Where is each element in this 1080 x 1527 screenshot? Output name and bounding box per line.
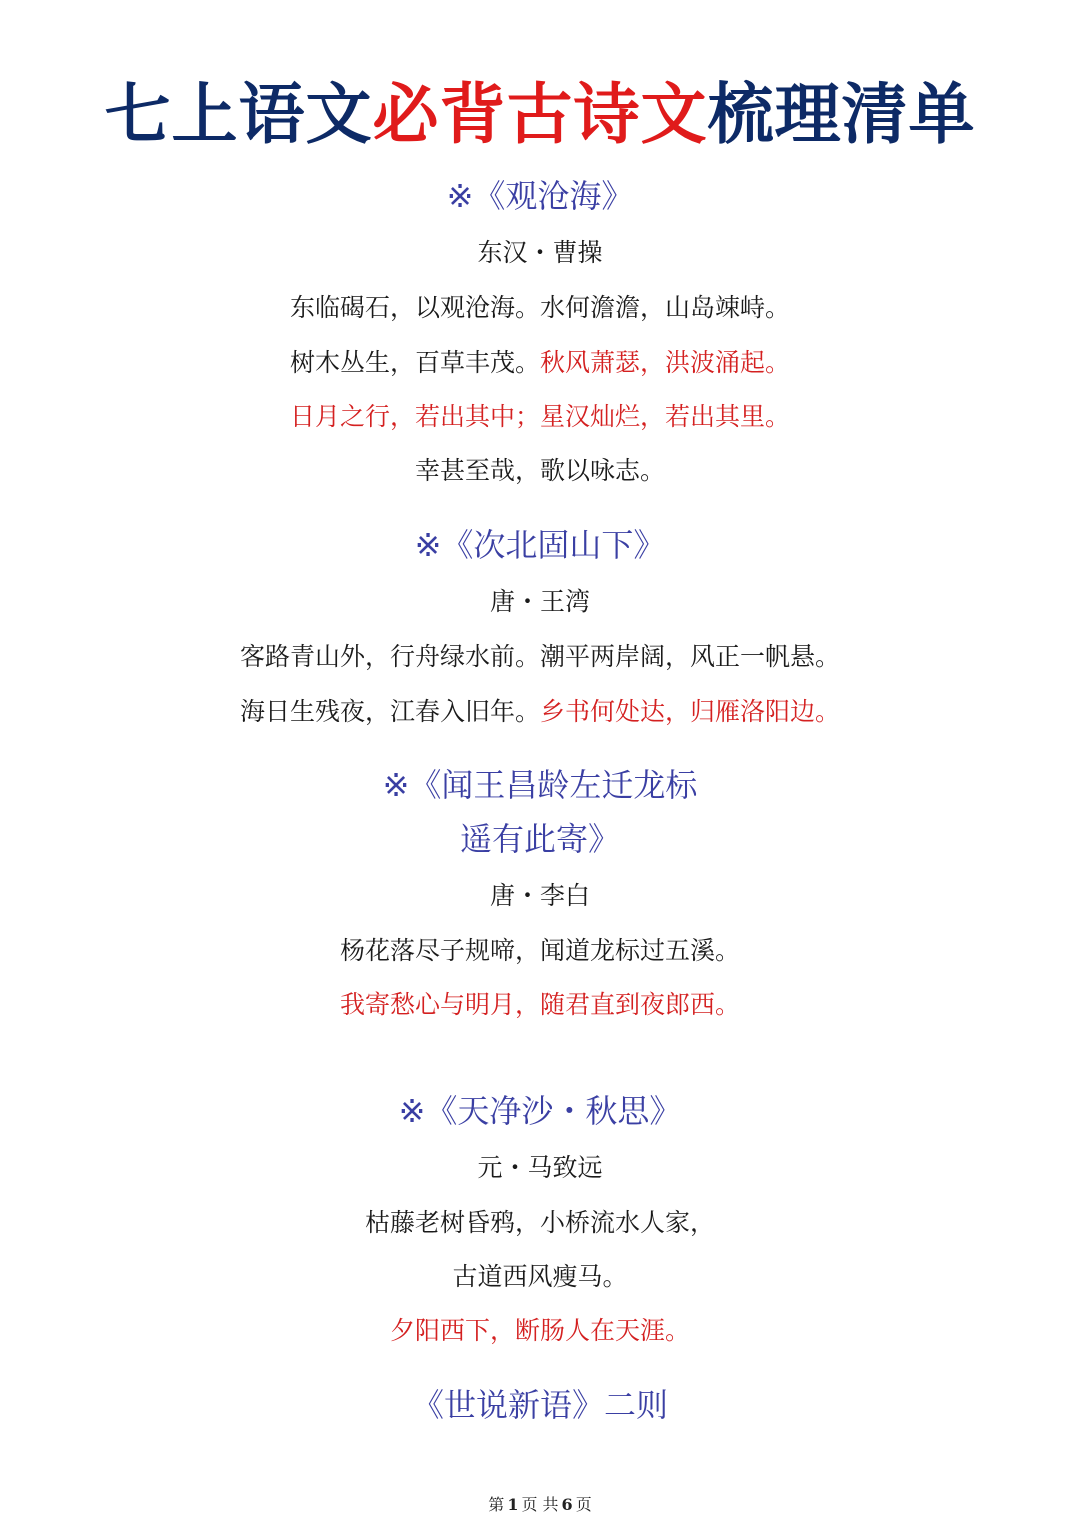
title-part-1: 七上语文 xyxy=(104,76,373,153)
poem-highlight: 夕阳西下，断肠人在天涯。 xyxy=(389,1316,690,1345)
footer-suffix: 页 xyxy=(575,1495,592,1514)
poem-line xyxy=(0,644,1080,669)
poem-line xyxy=(0,1318,1080,1343)
poem-title: ※《天净沙・秋思》 xyxy=(398,1092,682,1130)
poem-author: 唐・王湾 xyxy=(489,587,590,616)
footer-middle: 页 共 xyxy=(521,1495,559,1514)
page-title xyxy=(0,76,1080,153)
poem-line xyxy=(0,404,1080,429)
poem-highlight: 我寄愁心与明月，随君直到夜郎西。 xyxy=(339,990,740,1019)
footer-prefix: 第 xyxy=(488,1495,505,1514)
poem-text: 古道西风瘦马。 xyxy=(452,1262,628,1291)
poem-title: ※《观沧海》 xyxy=(446,177,634,215)
poem-line xyxy=(0,1210,1080,1235)
page-footer xyxy=(0,1497,1080,1513)
title-part-3: 梳理清单 xyxy=(707,76,976,153)
poem-text: 客路青山外，行舟绿水前。潮平两岸阔，风正一帆悬。 xyxy=(239,642,840,671)
poem-text: 幸甚至哉，歌以咏志。 xyxy=(414,456,665,485)
footer-page-number: 1 xyxy=(507,1495,519,1514)
title-part-2: 必背古诗文 xyxy=(372,76,708,153)
poem-line xyxy=(0,938,1080,963)
poem-line xyxy=(0,992,1080,1017)
poem-text: 海日生残夜，江春入旧年。 xyxy=(239,697,540,726)
poem-text: 杨花落尽子规啼，闻道龙标过五溪。 xyxy=(339,936,740,965)
poem-highlight: 秋风萧瑟，洪波涌起。 xyxy=(540,348,791,377)
poem-highlight: 日月之行，若出其中；星汉灿烂，若出其里。 xyxy=(289,402,790,431)
poem-author: 元・马致远 xyxy=(477,1153,603,1182)
poem-line xyxy=(0,295,1080,320)
poem-line xyxy=(0,458,1080,483)
poem-author: 东汉・曹操 xyxy=(477,238,603,267)
footer-total-pages: 6 xyxy=(561,1495,573,1514)
poem-author: 唐・李白 xyxy=(489,881,590,910)
poem-text: 树木丛生，百草丰茂。 xyxy=(289,348,540,377)
poem-text: 东临碣石，以观沧海。水何澹澹，山岛竦峙。 xyxy=(289,293,790,322)
poem-line xyxy=(0,1264,1080,1289)
poem-highlight: 乡书何处达，归雁洛阳边。 xyxy=(540,697,841,726)
poem-title: ※《次北固山下》 xyxy=(414,526,666,564)
poem-text: 枯藤老树昏鸦，小桥流水人家， xyxy=(364,1208,715,1237)
section-heading: 《世说新语》二则 xyxy=(411,1386,668,1424)
poem-title: ※《闻王昌龄左迁龙标 xyxy=(382,766,698,804)
poem-line xyxy=(0,350,1080,375)
poem-line xyxy=(0,699,1080,724)
poem-title-continued: 遥有此寄》 xyxy=(459,820,620,858)
